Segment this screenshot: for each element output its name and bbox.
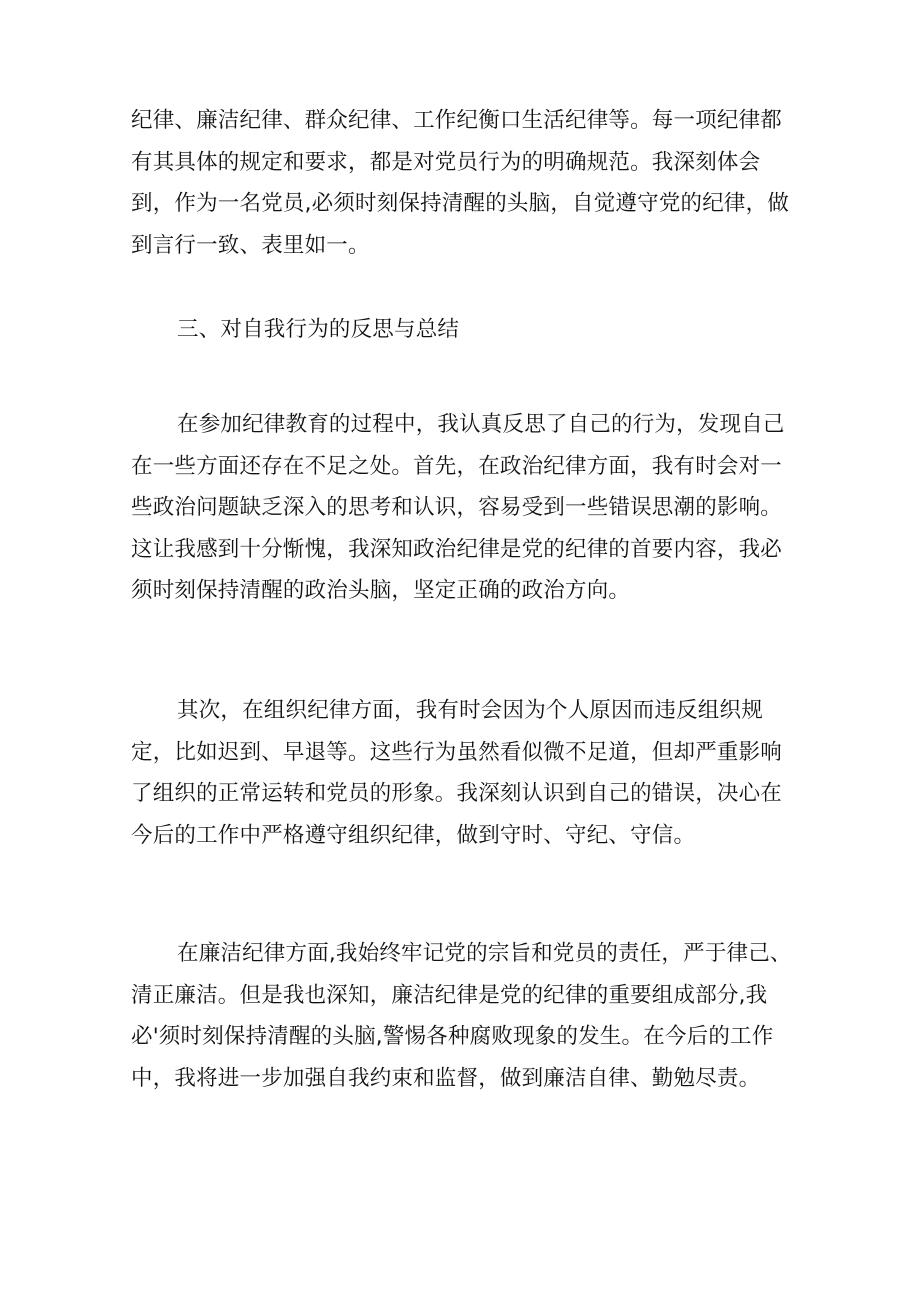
paragraph-discipline-types: 纪律、廉洁纪律、群众纪律、工作纪衡口生活纪律等。每一项纪律都有其具体的规定和要求，都是对党员行为的明确规范。我深刻体会到，作为一名党员,必须时刻保持清醒的头脑，自觉遵守党的纪律，做到言行一致、表里如一。 [131, 108, 790, 258]
paragraph-organizational-discipline: 其次，在组织纪律方面，我有时会因为个人原因而违反组织规定，比如迟到、早退等。这些行为虽然看似微不足道，但却严重影响了组织的正常运转和党员的形象。我深刻认识到自己的错误，决心在今后的工作中严格遵守组织纪律，做到守时、守纪、守信。 [131, 698, 783, 848]
paragraph-political-discipline: 在参加纪律教育的过程中，我认真反思了自己的行为，发现自己在一些方面还存在不足之处。首先，在政治纪律方面，我有时会对一些政治问题缺乏深入的思考和认识，容易受到一些错误思潮的影响。这让我感到十分惭愧，我深知政治纪律是党的纪律的首要内容，我必须时刻保持清醒的政治头脑，坚定正确的政治方向。 [131, 412, 785, 603]
section-heading-3: 三、对自我行为的反思与总结 [177, 317, 460, 342]
paragraph-integrity-discipline: 在廉洁纪律方面,我始终牢记党的宗旨和党员的责任，严于律己、清正廉洁。但是我也深知，廉洁纪律是党的纪律的重要组成部分,我必'须时刻保持清醒的头脑,警惕各种腐败现象的发生。在今后的工作中，我将进一步加强自我约束和监督，做到廉洁自律、勤勉尽责。 [131, 941, 792, 1091]
